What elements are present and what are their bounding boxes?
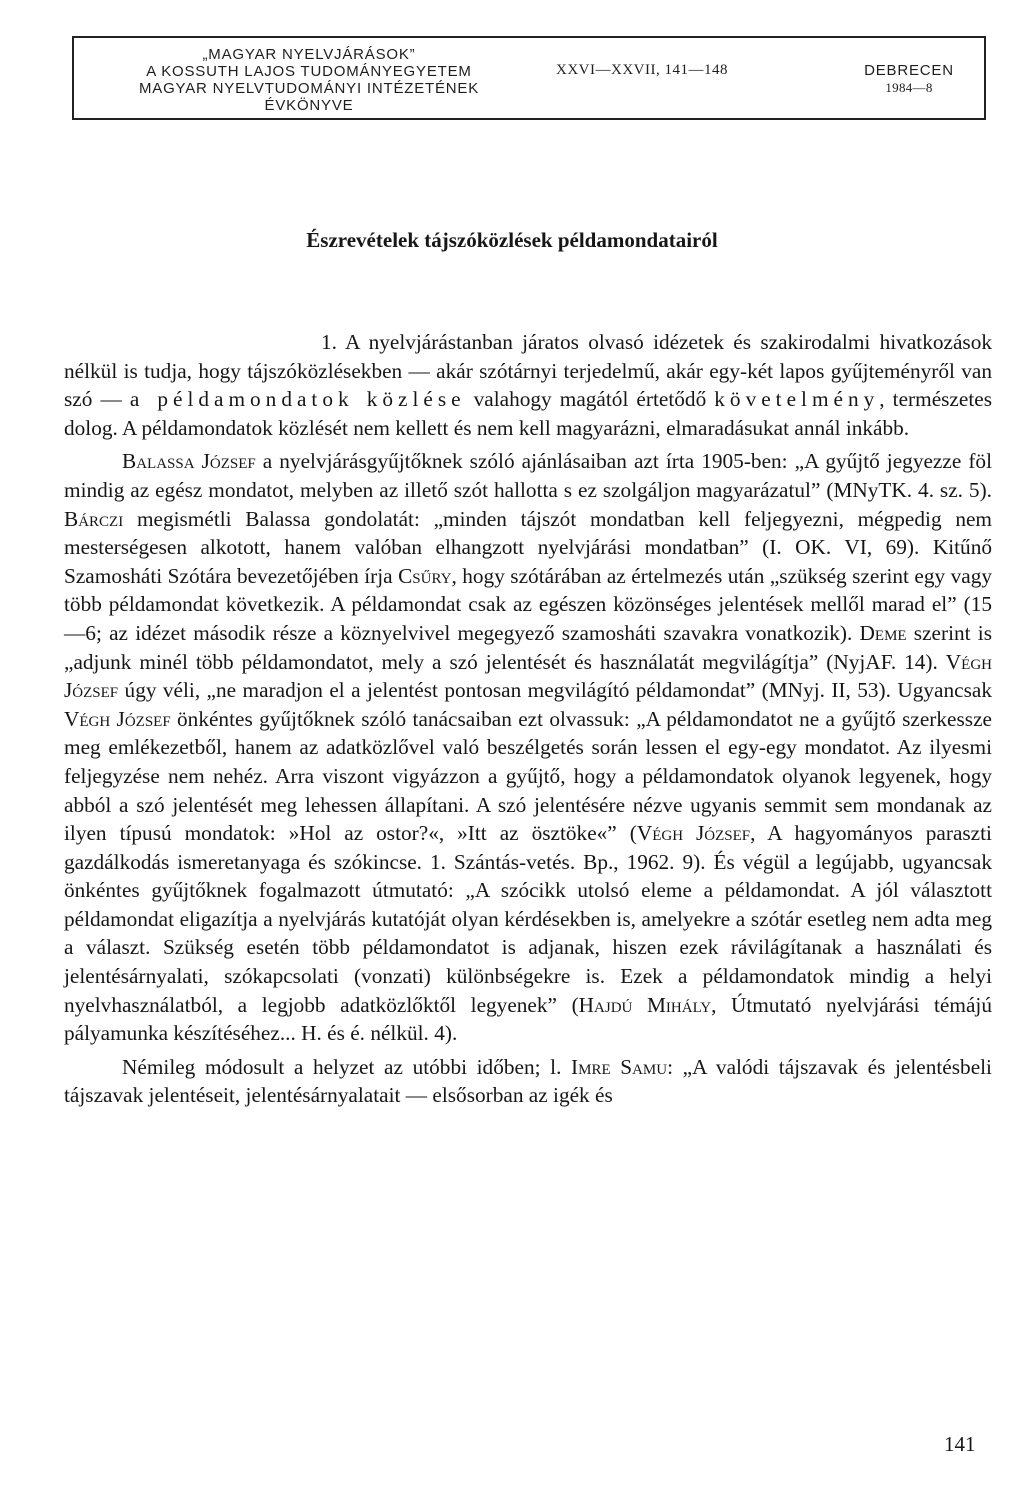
page-number: 141 (944, 1432, 976, 1456)
author-name: Bárczi (64, 506, 124, 531)
text-run: 1. A nyelvjárástanban járatos olvasó idézetek és szakirodalmi hivatkozások nélkül is tudja, hogy tájszóközlésekben — akár szótárnyi terjedelmű, akár egy-két lapos gyűjteményről van szó — (64, 330, 992, 412)
text-run: önkéntes gyűjtőknek szóló tanácsaiban ezt olvassuk: „A példamondatot ne a gyűjtő szerkessze meg emlékezetből, hanem az adatközlővel való beszélgetés során lessen el egy-egy mondatot. Az ilyesmi feljegyzése nem nehéz. Arra viszont vigyázzon a gyűjtő, hogy a példamondatok olyanok legyenek, hogy abból a szó jelentését meg lehessen állapítani. A szó jelentésére nézve ugyanis semmit sem mondanak az ilyen típusú mondatok: »Hol az ostor?«, »Itt az ösztöke«” ( (64, 706, 992, 846)
author-name: Csűry (398, 563, 452, 588)
paragraph-3 (64, 1053, 992, 1110)
text-run: valahogy magától értetődő (465, 387, 715, 412)
author-name: Végh József (636, 821, 751, 846)
author-name: Balassa József (122, 449, 256, 474)
paragraph-1 (64, 328, 992, 442)
text-run: , természetes dolog. A példamondatok közlését nem kellett és nem kell magyarázni, elmaradásukat annál inkább. (64, 387, 992, 440)
text-run: a nyelvjárásgyűjtőknek szóló ajánlásaiban azt írta 1905-ben: „A gyűjtő jegyezze föl mindig az egész mondatot, melyben az illető szót hallotta s ez szolgáljon magyarázatul” (MNyTK. 4. sz. 5). (64, 449, 992, 502)
text-run: úgy véli, „ne maradjon el a jelentést pontosan megvilágító példamondat” (MNyj. II, 53). Ugyancsak (118, 678, 992, 703)
header-institution-block (74, 46, 544, 114)
text-run: megismétli Balassa gondolatát: „minden tájszót mondatban kell feljegyezni, mégpedig nem mesterségesen alkotott, hanem valóban elhangzott nyelvjárási mondatban” (I. OK. VI, 69). Kitűnő Szamosháti Szótára bevezetőjében írja (64, 506, 992, 588)
volume-pages: XXVI—XXVII, 141—148 (556, 62, 728, 78)
author-name: Imre Samu (571, 1054, 668, 1079)
author-name: Végh József (64, 649, 992, 703)
author-name: Hajdú Mihály (578, 992, 712, 1017)
text-run: Némileg módosult a helyzet az utóbbi időben; l. (122, 1054, 572, 1079)
author-name: Deme (859, 620, 907, 645)
series-title: „MAGYAR NYELVJÁRÁSOK” (202, 46, 416, 63)
header-place-block (834, 62, 984, 96)
institution-line: MAGYAR NYELVTUDOMÁNYI INTÉZETÉNEK (138, 80, 480, 97)
paragraph-2 (64, 447, 992, 1047)
emphasized-text: a példamondatok közlése (129, 387, 466, 412)
article-body (64, 328, 992, 1110)
year-code: 1984—8 (885, 80, 933, 95)
institution-line: ÉVKÖNYVE (264, 97, 354, 114)
text-run: , A hagyományos paraszti gazdálkodás ismeretanyaga és szókincse. 1. Szántás-vetés. Bp., 1962. 9). És végül a legújabb, ugyancsak önkéntes gyűjtőknek fogalmazott útmutató: „A szócikk utolsó eleme a példamondat. A jól választott példamondat eligazítja a nyelvjárás kutatóját olyan kérdésekben is, amelyekre a szótár esetleg nem adta meg a választ. Szükség esetén több példamondatot is adjanak, hiszen ezek rávilágítanak a használati és jelentésárnyalati, szókapcsolati (vonzati) különbségekre is. Ezek a példamondatok mindig a helyi nyelvhasználatból, a legjobb adatközlőktől legyenek” ( (64, 821, 992, 1017)
article-title: Észrevételek tájszóközlések példamondatairól (306, 228, 718, 252)
journal-header (72, 36, 986, 120)
city: DEBRECEN (864, 62, 954, 79)
text-run: szerint is „adjunk minél több példamondatot, mely a szó jelentését és használatát megvilágítja” (NyjAF. 14). (64, 620, 992, 674)
text-run: , Útmutató nyelvjárási témájú pályamunka készítéséhez... H. és é. nélkül. 4). (64, 992, 992, 1046)
institution-line: A KOSSUTH LAJOS TUDOMÁNYEGYETEM (146, 63, 472, 80)
text-run: : „A valódi tájszavak és jelentésbeli tájszavak jelentéseit, jelentésárnyalatait — elsősorban az igék és (64, 1054, 992, 1108)
text-run: , hogy szótárában az értelmezés után „szükség szerint egy vagy több példamondat következik. A példamondat csak az egészen közönséges jelentések mellől marad el” (15—6; az idézet második része a köznyelvivel megegyező szamosháti szavakra vonatkozik). (64, 563, 993, 645)
emphasized-text: követelmény (714, 387, 880, 412)
author-name: Végh József (64, 706, 171, 731)
